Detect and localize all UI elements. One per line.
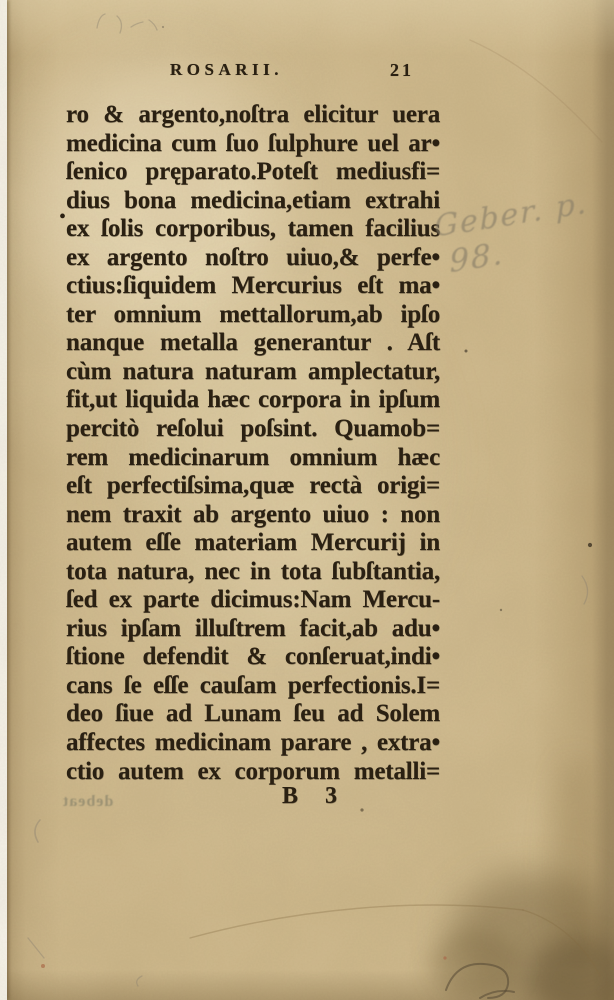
handwritten-note-line2: 98. <box>448 235 505 281</box>
text-line: ex ſolis corporibus, tamen facilius <box>66 215 440 243</box>
text-line: percitò reſolui poſsint. Quamob= <box>66 415 440 443</box>
margin-bullet: • <box>59 206 67 228</box>
text-line: ex argento noſtro uiuo,& perfe• <box>66 243 440 271</box>
page-number: 21 <box>390 60 414 80</box>
text-line: nanque metalla generantur . Aſt <box>66 329 440 357</box>
show-through-text: debeat <box>62 793 114 810</box>
text-line: cùm natura naturam amplectatur, <box>66 357 440 385</box>
text-line: rius ipſam illuſtrem facit,ab adu• <box>66 614 440 642</box>
text-line: ſenico pręparato.Poteſt mediusfi= <box>66 158 440 186</box>
text-line: ter omnium mettallorum,ab ipſo <box>66 300 440 328</box>
text-line: eſt perfectiſsima,quæ rectà origi= <box>66 472 440 500</box>
signature-number: 3 <box>325 783 338 809</box>
scan-edge <box>0 0 7 1000</box>
paper-smudge <box>448 872 614 1000</box>
text-line: cans ſe eſſe cauſam perfectionis.I= <box>66 671 440 699</box>
text-line: rem medicinarum omnium hæc <box>66 443 440 471</box>
paper-smudge <box>430 930 520 1000</box>
text-line: ſed ex parte dicimus:Nam Mercu- <box>66 586 440 614</box>
text-line: ctio autem ex corporum metalli= <box>66 757 440 785</box>
text-line: tota natura, nec in tota ſubſtantia, <box>66 557 440 585</box>
paper-smudge <box>552 760 598 960</box>
paper-smudge <box>528 938 614 1000</box>
text-line: ro & argento,noſtra elicitur uera <box>66 101 440 128</box>
running-header <box>66 60 440 86</box>
signature-letter: B <box>282 783 299 809</box>
text-line: ſtione defendit & conſeruat,indi• <box>66 643 440 671</box>
signature-mark <box>66 783 440 810</box>
text-line: nem traxit ab argento uiuo : non <box>66 500 440 528</box>
handwritten-note <box>434 182 614 283</box>
handwritten-note-line1: Geber. p. <box>433 185 589 246</box>
header-title: ROSARII. <box>170 60 283 79</box>
text-line: ctius:ſiquidem Mercurius eſt ma• <box>66 272 440 300</box>
text-line: autem eſſe materiam Mercurij in <box>66 529 440 557</box>
text-line: fit,ut liquida hæc corpora in ipſum <box>66 386 440 414</box>
text-line: affectes medicinam parare , extra• <box>66 729 440 757</box>
text-block <box>66 101 440 786</box>
text-line: medicina cum ſuo ſulphure uel ar• <box>66 129 440 157</box>
text-line: deo ſiue ad Lunam ſeu ad Solem <box>66 700 440 728</box>
text-line: dius bona medicina,etiam extrahi <box>66 186 440 214</box>
